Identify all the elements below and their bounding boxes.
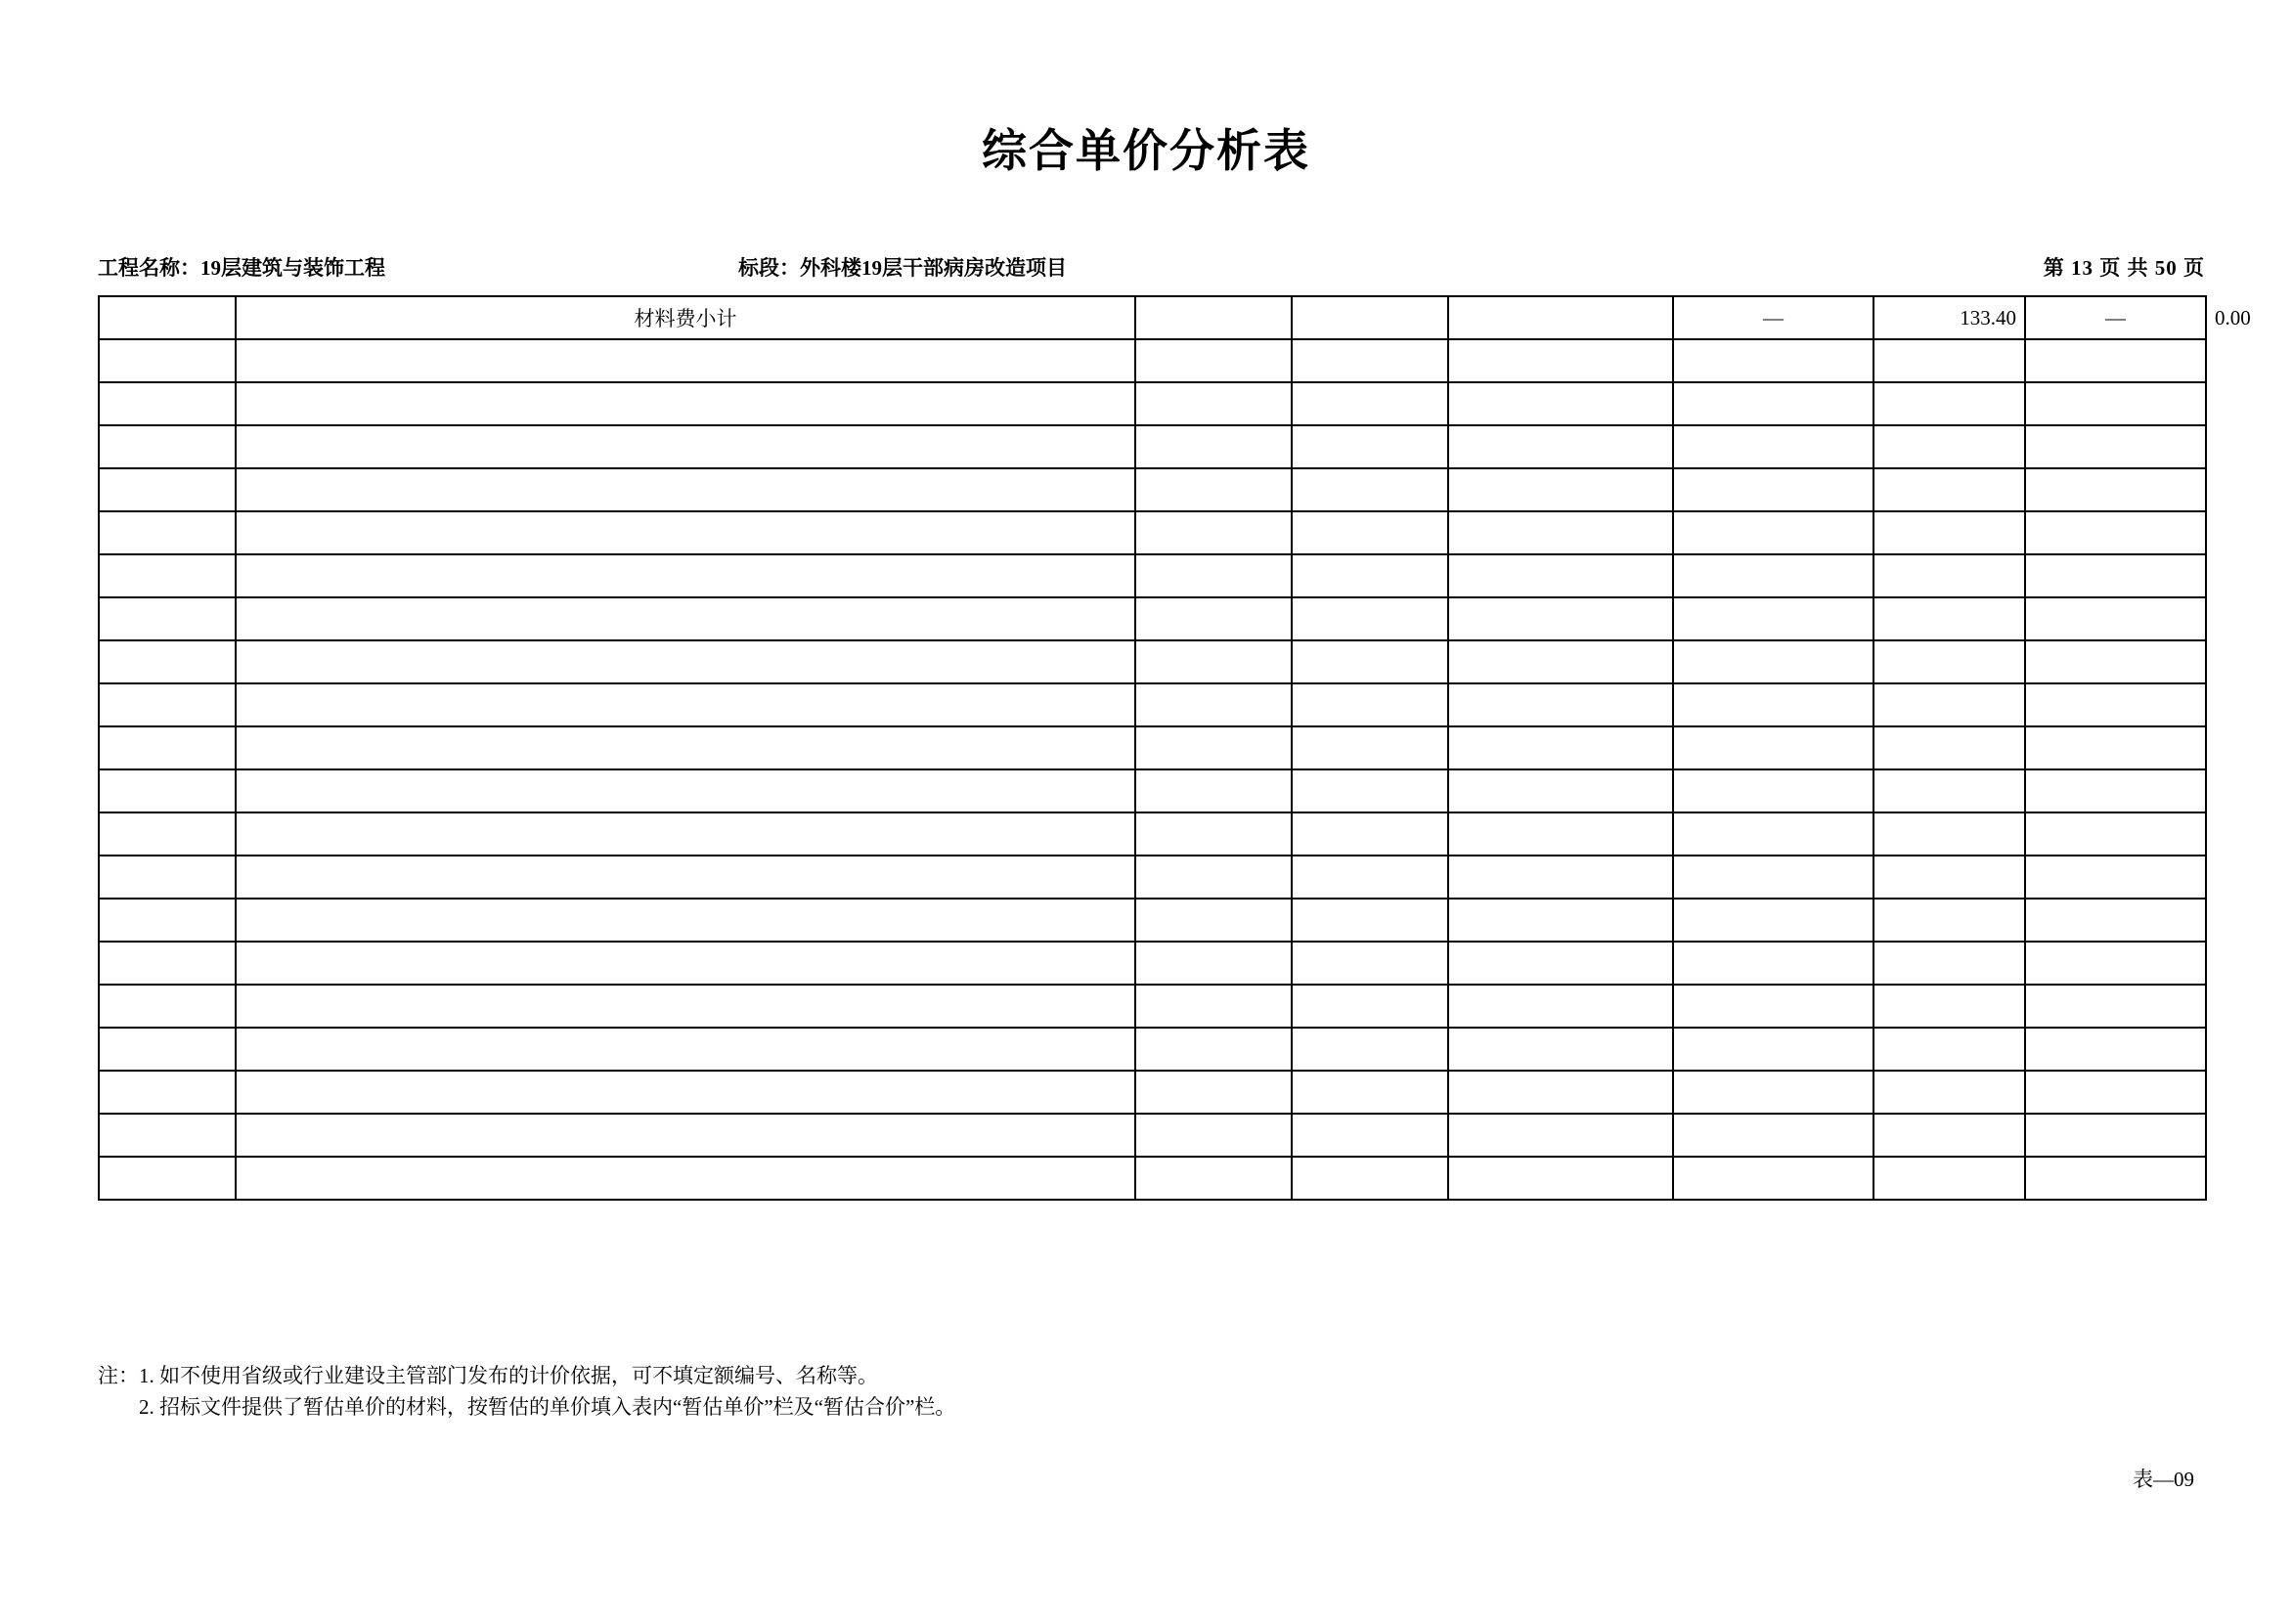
cell-amount: [1873, 425, 2025, 468]
cell-col5: [1448, 468, 1673, 511]
note-line-1: 注：1. 如不使用省级或行业建设主管部门发布的计价依据，可不填定额编号、名称等。: [98, 1364, 878, 1387]
cell-col5: [1448, 640, 1673, 683]
cell-name: [236, 597, 1135, 640]
cell-unit: [1135, 1114, 1292, 1157]
cell-name: [236, 640, 1135, 683]
cell-code: [99, 985, 236, 1028]
cell-unit-price: [1673, 1071, 1873, 1114]
cell-col5: [1448, 812, 1673, 856]
cell-col5: [1448, 1157, 1673, 1200]
cell-unit-price: [1673, 942, 1873, 985]
cell-name: [236, 1114, 1135, 1157]
cell-estimated-unit-price: [2025, 985, 2206, 1028]
cell-code: [99, 812, 236, 856]
note-line-2: 2. 招标文件提供了暂估单价的材料，按暂估的单价填入表内“暂估单价”栏及“暂估合价”栏。: [139, 1394, 956, 1419]
cell-col5: [1448, 683, 1673, 726]
project-name-field: [98, 252, 385, 282]
cell-code: [99, 425, 236, 468]
table-row: [99, 1114, 2206, 1157]
cell-amount: [1873, 899, 2025, 942]
cell-col5: [1448, 899, 1673, 942]
section-label: 标段：: [738, 256, 800, 280]
cell-unit: [1135, 1028, 1292, 1071]
cell-col5: [1448, 425, 1673, 468]
cell-name: [236, 1028, 1135, 1071]
cell-quantity: [1292, 511, 1448, 554]
cell-quantity: [1292, 1114, 1448, 1157]
page-title: 综合单价分析表: [982, 124, 1310, 177]
cell-quantity: [1292, 985, 1448, 1028]
document-meta-row: [98, 252, 2205, 282]
cell-name: [236, 856, 1135, 899]
cell-code: [99, 296, 236, 339]
cell-amount: [1873, 726, 2025, 769]
cell-col5: [1448, 1071, 1673, 1114]
cell-unit: [1135, 425, 1292, 468]
cell-estimated-unit-price: [2025, 812, 2206, 856]
cell-estimated-unit-price: [2025, 511, 2206, 554]
cell-name: [236, 1071, 1135, 1114]
table-row: [99, 1028, 2206, 1071]
cell-estimated-unit-price: [2025, 769, 2206, 812]
cell-estimated-unit-price: [2025, 856, 2206, 899]
cell-col5: [1448, 1028, 1673, 1071]
cell-name: [236, 468, 1135, 511]
cell-estimated-unit-price: [2025, 425, 2206, 468]
cell-code: [99, 597, 236, 640]
table-row: [99, 683, 2206, 726]
table-row: [99, 382, 2206, 425]
cell-col5: [1448, 339, 1673, 382]
cell-unit-price: [1673, 899, 1873, 942]
section-value: 外科楼19层干部病房改造项目: [800, 256, 1067, 280]
cell-col5: [1448, 856, 1673, 899]
cell-unit-price: [1673, 554, 1873, 597]
cell-col5: [1448, 942, 1673, 985]
table-row: [99, 769, 2206, 812]
cell-quantity: [1292, 812, 1448, 856]
cell-unit-price: [1673, 683, 1873, 726]
cell-amount: [1873, 554, 2025, 597]
cell-amount: [1873, 511, 2025, 554]
table-row: [99, 812, 2206, 856]
cell-quantity: [1292, 1157, 1448, 1200]
cell-code: [99, 554, 236, 597]
cell-unit-price: [1673, 425, 1873, 468]
cell-quantity: [1292, 942, 1448, 985]
cell-quantity: [1292, 468, 1448, 511]
cell-unit-price: [1673, 468, 1873, 511]
section-field: [738, 252, 1067, 282]
page-number: 第 13 页 共 50 页: [2043, 256, 2205, 280]
table-row: [99, 899, 2206, 942]
cell-quantity: [1292, 899, 1448, 942]
cell-code: [99, 899, 236, 942]
cell-name: [236, 1157, 1135, 1200]
table-row: [99, 640, 2206, 683]
cell-unit-price: [1673, 511, 1873, 554]
cell-name: [236, 425, 1135, 468]
cell-estimated-unit-price: [2025, 1071, 2206, 1114]
cell-unit: [1135, 640, 1292, 683]
cell-amount: [1873, 1028, 2025, 1071]
cell-unit: [1135, 1071, 1292, 1114]
table-row: [99, 942, 2206, 985]
table-row: [99, 1071, 2206, 1114]
cell-unit: [1135, 296, 1292, 339]
cell-code: [99, 382, 236, 425]
cell-code: [99, 856, 236, 899]
table-body: [99, 296, 2251, 1200]
cell-amount: [1873, 468, 2025, 511]
cell-estimated-unit-price: [2025, 468, 2206, 511]
cell-unit: [1135, 985, 1292, 1028]
cell-unit-price: [1673, 339, 1873, 382]
cell-unit: [1135, 769, 1292, 812]
table-row: [99, 468, 2206, 511]
cell-code: [99, 339, 236, 382]
project-name-label: 工程名称：: [98, 256, 200, 280]
cell-quantity: [1292, 554, 1448, 597]
cell-amount: [1873, 1071, 2025, 1114]
table-row: [99, 425, 2206, 468]
cell-estimated-unit-price: [2025, 554, 2206, 597]
table-row: [99, 726, 2206, 769]
cell-name: [236, 382, 1135, 425]
cell-unit-price: [1673, 985, 1873, 1028]
cell-amount: [1873, 683, 2025, 726]
cell-col5: [1448, 769, 1673, 812]
table-row: [99, 511, 2206, 554]
cell-code: [99, 1114, 236, 1157]
cell-estimated-unit-price: [2025, 339, 2206, 382]
cell-quantity: [1292, 296, 1448, 339]
cell-col5: [1448, 382, 1673, 425]
cell-col5: [1448, 554, 1673, 597]
cell-unit: [1135, 683, 1292, 726]
cell-estimated-unit-price: [2025, 1114, 2206, 1157]
cell-estimated-unit-price: [2025, 726, 2206, 769]
cell-quantity: [1292, 769, 1448, 812]
table-row: [99, 597, 2206, 640]
cell-estimated-unit-price: [2025, 899, 2206, 942]
cell-unit: [1135, 511, 1292, 554]
cell-unit-price: [1673, 769, 1873, 812]
cell-unit: [1135, 382, 1292, 425]
cell-name: [236, 339, 1135, 382]
cell-unit: [1135, 856, 1292, 899]
cell-code: [99, 726, 236, 769]
cell-code: [99, 640, 236, 683]
cell-material-subtotal-label: 材料费小计: [236, 296, 1135, 339]
cell-unit: [1135, 812, 1292, 856]
cell-col5: [1448, 597, 1673, 640]
cell-quantity: [1292, 640, 1448, 683]
cell-unit-price: [1673, 1114, 1873, 1157]
cell-code: [99, 1028, 236, 1071]
cell-amount: [1873, 812, 2025, 856]
unit-price-analysis-table: [98, 295, 2251, 1201]
project-name-value: 19层建筑与装饰工程: [200, 256, 385, 280]
cell-estimated-unit-price: [2025, 640, 2206, 683]
cell-unit-price: —: [1673, 296, 1873, 339]
cell-amount: [1873, 769, 2025, 812]
cell-amount: [1873, 597, 2025, 640]
cell-name: [236, 511, 1135, 554]
cell-code: [99, 1071, 236, 1114]
cell-estimated-unit-price: —: [2025, 296, 2206, 339]
cell-unit-price: [1673, 382, 1873, 425]
table-row: [99, 1157, 2206, 1200]
cell-amount: [1873, 640, 2025, 683]
cell-estimated-unit-price: [2025, 942, 2206, 985]
cell-code: [99, 683, 236, 726]
cell-col5: [1448, 726, 1673, 769]
cell-name: [236, 942, 1135, 985]
cell-quantity: [1292, 1071, 1448, 1114]
cell-estimated-unit-price: [2025, 382, 2206, 425]
cell-estimated-unit-price: [2025, 597, 2206, 640]
cell-col5: [1448, 985, 1673, 1028]
cell-name: [236, 554, 1135, 597]
cell-unit: [1135, 554, 1292, 597]
cell-col5: [1448, 296, 1673, 339]
cell-unit: [1135, 726, 1292, 769]
cell-name: [236, 769, 1135, 812]
cell-unit-price: [1673, 1157, 1873, 1200]
cell-quantity: [1292, 1028, 1448, 1071]
cell-estimated-unit-price: [2025, 683, 2206, 726]
cell-unit: [1135, 899, 1292, 942]
form-code: 表—09: [2133, 1468, 2194, 1491]
cell-estimated-unit-price: [2025, 1028, 2206, 1071]
table-row: [99, 985, 2206, 1028]
cell-amount: [1873, 339, 2025, 382]
cell-unit-price: [1673, 640, 1873, 683]
cell-unit-price: [1673, 812, 1873, 856]
cell-col5: [1448, 1114, 1673, 1157]
cell-quantity: [1292, 425, 1448, 468]
cell-name: [236, 985, 1135, 1028]
table-row: [99, 339, 2206, 382]
cell-name: [236, 899, 1135, 942]
cell-amount: [1873, 1157, 2025, 1200]
cell-amount: [1873, 985, 2025, 1028]
cell-code: [99, 511, 236, 554]
cell-unit-price: [1673, 1028, 1873, 1071]
cell-amount: [1873, 1114, 2025, 1157]
cell-unit: [1135, 942, 1292, 985]
cell-code: [99, 942, 236, 985]
table-notes: [98, 1361, 955, 1423]
cell-quantity: [1292, 382, 1448, 425]
cell-unit: [1135, 1157, 1292, 1200]
cell-amount: [1873, 382, 2025, 425]
cell-quantity: [1292, 726, 1448, 769]
cell-quantity: [1292, 856, 1448, 899]
table-row: [99, 554, 2206, 597]
cell-unit: [1135, 468, 1292, 511]
cell-name: [236, 726, 1135, 769]
cell-quantity: [1292, 683, 1448, 726]
cell-quantity: [1292, 339, 1448, 382]
cell-unit-price: [1673, 856, 1873, 899]
cell-unit-price: [1673, 726, 1873, 769]
cell-code: [99, 769, 236, 812]
cell-quantity: [1292, 597, 1448, 640]
cell-col5: [1448, 511, 1673, 554]
cell-name: [236, 812, 1135, 856]
table-row-subtotal: 材料费小计 — 133.40 — 0.00: [99, 296, 2206, 339]
cell-amount: [1873, 856, 2025, 899]
cell-estimated-unit-price: [2025, 1157, 2206, 1200]
cell-unit-price: [1673, 597, 1873, 640]
cell-unit: [1135, 597, 1292, 640]
cell-code: [99, 1157, 236, 1200]
cell-name: [236, 683, 1135, 726]
table-row: [99, 856, 2206, 899]
cell-code: [99, 468, 236, 511]
cell-amount: 133.40: [1873, 296, 2025, 339]
cell-unit: [1135, 339, 1292, 382]
cell-amount: [1873, 942, 2025, 985]
